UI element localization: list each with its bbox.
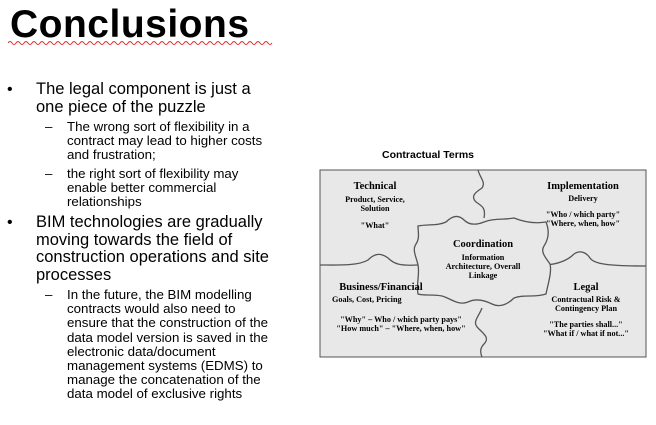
piece-business-quote: "Why" – Who / which party pays" xyxy=(340,315,462,324)
sub-bullet-symbol: – xyxy=(45,287,53,302)
sub-bullet-line: data model version is saved in the xyxy=(67,329,269,345)
sub-bullet-line: data model of exclusive rights xyxy=(67,386,243,402)
piece-legal-quote: "What if / what if not..." xyxy=(543,329,629,338)
sub-bullet-line: management systems (EDMS) to xyxy=(67,358,263,374)
sub-bullet-line: enable better commercial xyxy=(67,180,217,196)
piece-technical-text: Product, Service, xyxy=(345,195,405,204)
piece-business-heading: Business/Financial xyxy=(339,282,423,293)
bullet-line: moving towards the field of xyxy=(36,230,233,249)
piece-business-quote: "How much" – "Where, when, how" xyxy=(336,324,466,333)
piece-legal-quote: "The parties shall..." xyxy=(549,320,623,329)
sub-bullet-line: In the future, the BIM modelling xyxy=(67,287,252,302)
piece-implementation-heading: Implementation xyxy=(547,181,619,192)
contractual-terms-figure xyxy=(318,148,648,360)
sub-bullet-line: electronic data/document xyxy=(67,343,216,359)
piece-technical-text: Solution xyxy=(360,204,390,213)
sub-bullet-line: and frustration; xyxy=(67,147,156,163)
bullet-item xyxy=(7,213,306,284)
piece-implementation-quote: "Where, when, how" xyxy=(546,219,620,228)
sub-bullet-symbol: – xyxy=(45,119,53,134)
slide-title: Conclusions xyxy=(10,3,250,46)
sub-bullet-item xyxy=(45,287,307,402)
sub-bullet-line: manage the concatenation of the xyxy=(67,372,261,388)
bullet-line: The legal component is just a xyxy=(36,80,251,98)
sub-bullet-line: ensure that the construction of the xyxy=(67,315,269,331)
sub-bullet-item xyxy=(45,166,307,210)
piece-legal-text: Contractual Risk & xyxy=(551,295,621,304)
piece-coordination-text: Linkage xyxy=(468,271,498,280)
bullet-item xyxy=(7,80,306,116)
bullet-line: BIM technologies are gradually xyxy=(36,213,263,231)
piece-technical-heading: Technical xyxy=(353,181,397,192)
piece-business-text: Goals, Cost, Pricing xyxy=(332,295,402,304)
piece-implementation-quote: "Who / which party" xyxy=(545,210,621,219)
piece-legal-heading: Legal xyxy=(573,282,599,293)
bullet-symbol: • xyxy=(7,214,13,231)
figure-title: Contractual Terms xyxy=(382,149,474,161)
piece-legal-text: Contingency Plan xyxy=(554,304,618,313)
piece-coordination-heading: Coordination xyxy=(452,239,514,250)
bullet-symbol: • xyxy=(7,81,13,98)
sub-bullet-line: contracts would also need to xyxy=(67,301,236,317)
bullet-line: construction operations and site xyxy=(36,248,269,266)
sub-bullet-item xyxy=(45,119,307,163)
piece-implementation-text: Delivery xyxy=(568,194,598,203)
bullet-line: processes xyxy=(36,265,112,284)
sub-bullet-line: The wrong sort of flexibility in a xyxy=(67,119,250,134)
sub-bullet-symbol: – xyxy=(45,166,53,181)
sub-bullet-line: relationships xyxy=(67,194,142,210)
sub-bullet-line: contract may lead to higher costs xyxy=(67,133,263,149)
bullet-list xyxy=(0,0,310,425)
piece-coordination-text: Information xyxy=(461,253,505,262)
bullet-line: one piece of the puzzle xyxy=(36,97,206,116)
piece-coordination-text: Architecture, Overall xyxy=(445,262,521,271)
piece-technical-quote: "What" xyxy=(360,221,390,230)
sub-bullet-line: the right sort of flexibility may xyxy=(67,166,239,181)
